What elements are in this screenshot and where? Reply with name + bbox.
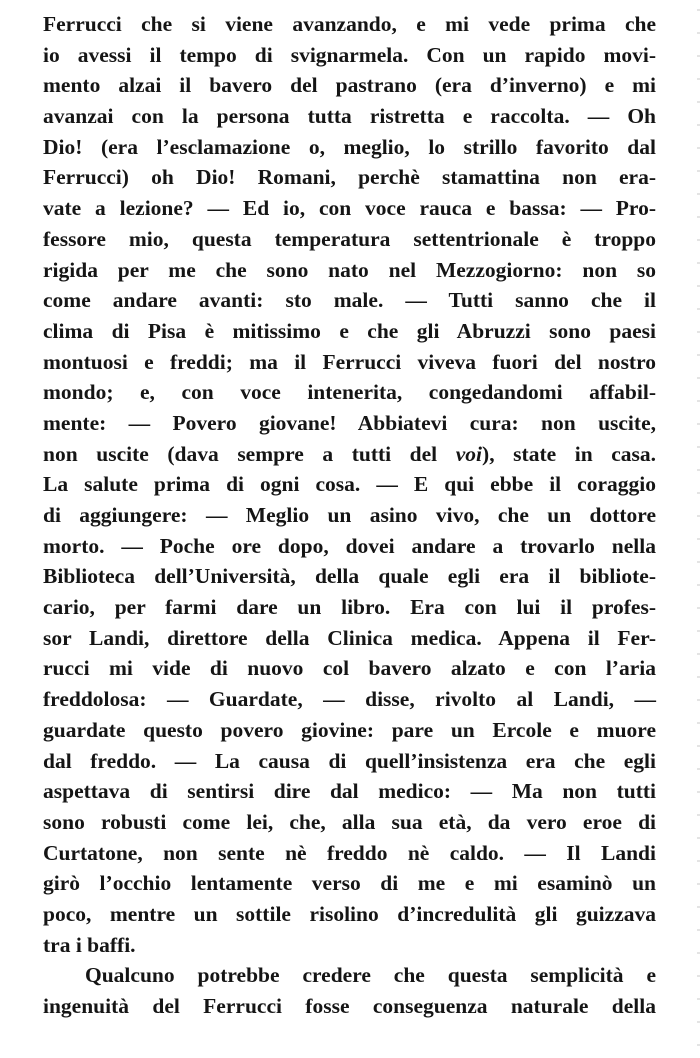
text-line: io avessi il tempo di svignarmela. Con un rapido movi-	[43, 42, 656, 67]
text-line: freddolosa: — Guardate, — disse, rivolto al Landi, —	[43, 687, 656, 712]
text-line: cario, per farmi dare un libro. Era con lui il profes-	[43, 595, 656, 620]
text-line: Ferrucci che si viene avanzando, e mi vede prima che	[43, 12, 656, 36]
text-line: di aggiungere: — Meglio un asino vivo, che un dottore	[43, 503, 656, 527]
text-span: ), state in casa.	[482, 441, 657, 466]
text-line	[43, 439, 656, 470]
text-line: come andare avanti: sto male. — Tutti sanno che il	[43, 288, 656, 313]
text-line: Biblioteca dell’Università, della quale egli era il bibliote-	[43, 564, 656, 589]
text-line: Dio! (era l’esclamazione o, meglio, lo strillo favorito dal	[43, 134, 656, 159]
text-line: vate a lezione? — Ed io, con voce rauca e bassa: — Pro-	[43, 196, 656, 221]
text-line: rigida per me che sono nato nel Mezzogiorno: non so	[43, 257, 656, 282]
text-line: clima di Pisa è mitissimo e che gli Abruzzi sono paesi	[43, 318, 656, 343]
paragraph-end-line: tra i baffi.	[43, 932, 136, 957]
paragraph-start-line: Qualcuno potrebbe credere che questa semplicità e	[85, 963, 656, 988]
text-line: ingenuità del Ferrucci fosse conseguenza naturale della	[43, 994, 656, 1018]
text-line: aspettava di sentirsi dire dal medico: — Ma non tutti	[43, 779, 656, 804]
text-line: morto. — Poche ore dopo, dovei andare a trovarlo nella	[43, 533, 656, 558]
text-line: dal freddo. — La causa di quell’insistenza era che egli	[43, 748, 656, 773]
text-line: girò l’occhio lentamente verso di me e mi esaminò un	[43, 871, 656, 896]
text-line: poco, mentre un sottile risolino d’incredulità gli guizzava	[43, 901, 656, 926]
text-line: La salute prima di ogni cosa. — E qui ebbe il coraggio	[43, 472, 656, 497]
text-line: avanzai con la persona tutta ristretta e raccolta. — Oh	[43, 104, 656, 129]
text-line: guardate questo povero giovine: pare un Ercole e muore	[43, 717, 656, 742]
text-line: rucci mi vide di nuovo col bavero alzato e con l’aria	[43, 656, 656, 681]
text-line: mente: — Povero giovane! Abbiatevi cura: non uscite,	[43, 410, 656, 435]
text-line: mondo; e, con voce intenerita, congedandomi affabil-	[43, 380, 656, 405]
text-span: non uscite (dava sempre a tutti del	[43, 441, 438, 466]
text-line: mento alzai il bavero del pastrano (era d’inverno) e mi	[43, 73, 656, 98]
text-line: montuosi e freddi; ma il Ferrucci viveva fuori del nostro	[43, 349, 656, 374]
text-line: Curtatone, non sente nè freddo nè caldo. — Il Landi	[43, 840, 656, 865]
text-line: sor Landi, direttore della Clinica medica. Appena il Fer-	[43, 625, 656, 650]
text-line: fessore mio, questa temperatura settentrionale è troppo	[43, 226, 656, 251]
text-line: sono robusti come lei, che, alla sua età, da vero eroe di	[43, 809, 656, 834]
text-line: Ferrucci) oh Dio! Romani, perchè stamattina non era-	[43, 165, 656, 190]
italic-word: voi	[455, 441, 483, 466]
document-page	[43, 9, 656, 1022]
